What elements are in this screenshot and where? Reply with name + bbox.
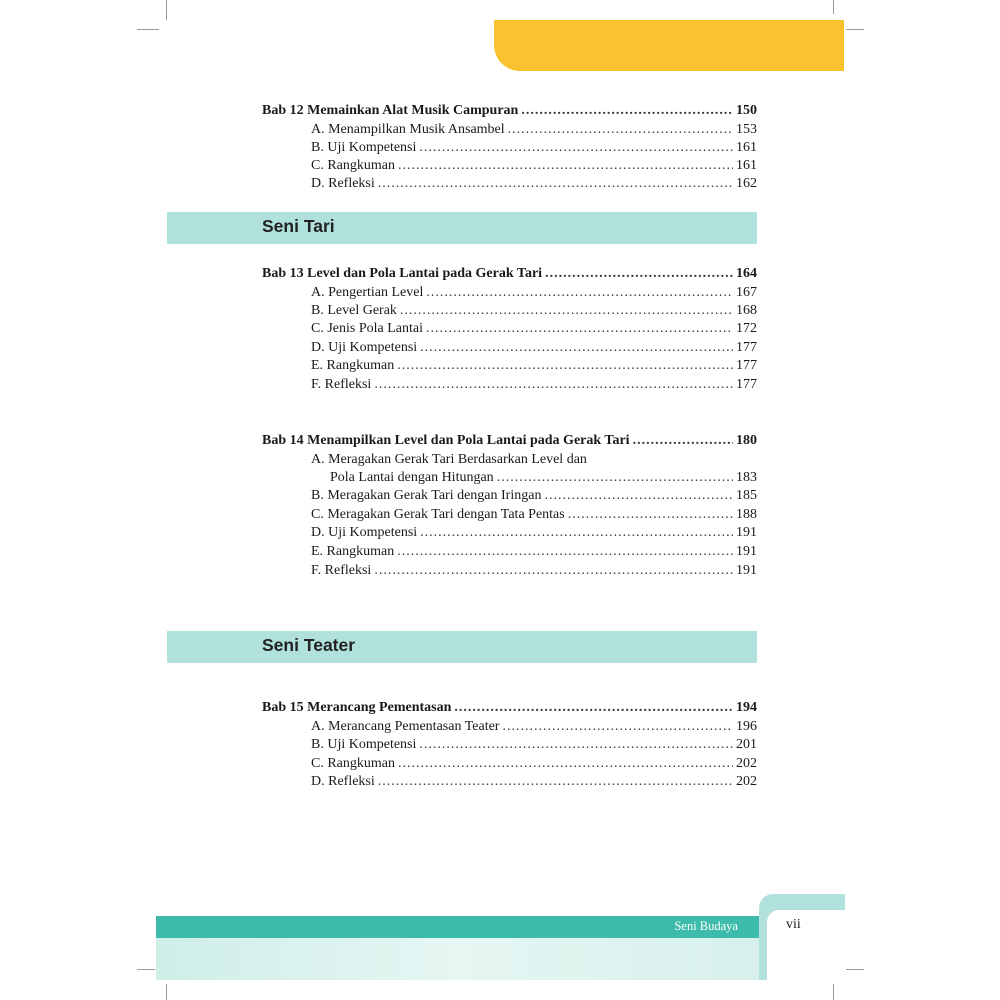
dot-leader [502,718,733,736]
entry-label: D. Refleksi [311,176,375,191]
page-number-tab [759,894,845,980]
page-number: 161 [736,158,757,173]
toc-entry[interactable] [311,487,757,505]
footer-bar [156,916,760,938]
toc-entry-line1[interactable]: A. Meragakan Gerak Tari Berdasarkan Level dan [311,452,587,467]
page-number: 191 [736,544,757,559]
dot-leader [544,487,733,505]
toc-chapter-14[interactable] [262,432,757,450]
entry-label: C. Rangkuman [311,756,395,771]
section-title: Seni Teater [262,635,356,655]
page-number: 196 [736,719,757,734]
entry-label: B. Uji Kompetensi [311,737,417,752]
page-number: 194 [736,700,757,715]
toc-entry[interactable] [311,755,757,773]
page-number: 183 [736,470,757,485]
entry-label: E. Rangkuman [311,358,395,373]
dot-leader [419,139,733,157]
dot-leader [419,736,733,754]
toc-chapter-15[interactable] [262,699,757,717]
entry-label: Pola Lantai dengan Hitungan [330,470,494,485]
toc-entry[interactable] [311,506,757,524]
crop-mark-bottom-right-h [846,969,864,970]
page-number: 180 [736,433,757,448]
section-title: Seni Tari [262,216,335,236]
toc-entry[interactable] [311,139,757,157]
section-band-seni-teater [167,631,757,663]
entry-label: C. Jenis Pola Lantai [311,321,423,336]
page-number: 201 [736,737,757,752]
page-number-label: vii [786,917,801,932]
dot-leader [568,506,733,524]
entry-label: B. Uji Kompetensi [311,140,417,155]
toc-entry[interactable] [311,302,757,320]
chapter-title: Bab 14 Menampilkan Level dan Pola Lantai pada Gerak Tari [262,433,630,448]
toc-entry[interactable] [311,284,757,302]
dot-leader [633,432,733,450]
dot-leader [398,157,733,175]
page-number: 188 [736,507,757,522]
page-number: 164 [736,266,757,281]
entry-label: B. Meragakan Gerak Tari dengan Iringan [311,488,542,503]
page-number: 177 [736,340,757,355]
dot-leader [400,302,733,320]
toc-entry[interactable] [311,736,757,754]
entry-label: D. Uji Kompetensi [311,340,418,355]
crop-mark-bottom-right-v [833,984,834,1000]
page-number: 172 [736,321,757,336]
toc-entry[interactable] [311,524,757,542]
entry-label: D. Uji Kompetensi [311,525,418,540]
page-number: 168 [736,303,757,318]
crop-mark-bottom-left-h [137,969,155,970]
toc-entry[interactable] [311,175,757,193]
dot-leader [378,175,733,193]
chapter-title: Bab 15 Merancang Pementasan [262,700,452,715]
chapter-title: Bab 13 Level dan Pola Lantai pada Gerak Tari [262,266,543,281]
crop-mark-bottom-left-v [166,984,167,1000]
entry-label: E. Rangkuman [311,544,395,559]
page-number: 185 [736,488,757,503]
dot-leader [378,773,733,791]
entry-label: A. Pengertian Level [311,285,424,300]
page-number-box [767,910,845,980]
toc-entry[interactable] [311,376,757,394]
page-number: 191 [736,563,757,578]
chapter-title: Bab 12 Memainkan Alat Musik Campuran [262,103,519,118]
header-tab [494,20,844,71]
page-number: 177 [736,377,757,392]
toc-entry[interactable] [311,562,757,580]
page-number: 202 [736,774,757,789]
dot-leader [397,357,733,375]
toc-entry[interactable] [311,543,757,561]
dot-leader [426,284,733,302]
dot-leader [420,524,733,542]
dot-leader [374,562,733,580]
crop-mark-top-left-h [137,29,159,30]
toc-entry[interactable] [311,718,757,736]
toc-entry[interactable] [311,157,757,175]
dot-leader [508,121,733,139]
crop-mark-top-left-v [166,0,167,20]
section-band-seni-tari [167,212,757,244]
page-number: 202 [736,756,757,771]
entry-label: B. Level Gerak [311,303,397,318]
entry-label: A. Menampilkan Musik Ansambel [311,122,505,137]
page-number: 162 [736,176,757,191]
page-number: 161 [736,140,757,155]
dot-leader [398,755,733,773]
entry-label: F. Refleksi [311,563,372,578]
dot-leader [426,320,733,338]
toc-chapter-12[interactable] [262,102,757,120]
footer-pattern [156,938,760,980]
dot-leader [420,339,733,357]
toc-entry[interactable] [330,469,757,487]
dot-leader [397,543,733,561]
entry-label: D. Refleksi [311,774,375,789]
toc-chapter-13[interactable] [262,265,757,283]
entry-label: C. Meragakan Gerak Tari dengan Tata Pentas [311,507,565,522]
dot-leader [545,265,733,283]
page-number: 167 [736,285,757,300]
dot-leader [497,469,733,487]
toc-entry[interactable] [311,121,757,139]
page-number: 177 [736,358,757,373]
toc-entry[interactable] [311,320,757,338]
page-number: 150 [736,103,757,118]
toc-entry[interactable] [311,773,757,791]
dot-leader [521,102,733,120]
footer-book-title: Seni Budaya [674,919,738,933]
toc-entry[interactable] [311,339,757,357]
page-number: 153 [736,122,757,137]
toc-entry[interactable] [311,357,757,375]
entry-label: F. Refleksi [311,377,372,392]
dot-leader [454,699,733,717]
entry-label: A. Merancang Pementasan Teater [311,719,500,734]
entry-label: C. Rangkuman [311,158,395,173]
page-number: 191 [736,525,757,540]
crop-mark-top-right-h [846,29,864,30]
dot-leader [374,376,733,394]
crop-mark-top-right-v [833,0,834,14]
